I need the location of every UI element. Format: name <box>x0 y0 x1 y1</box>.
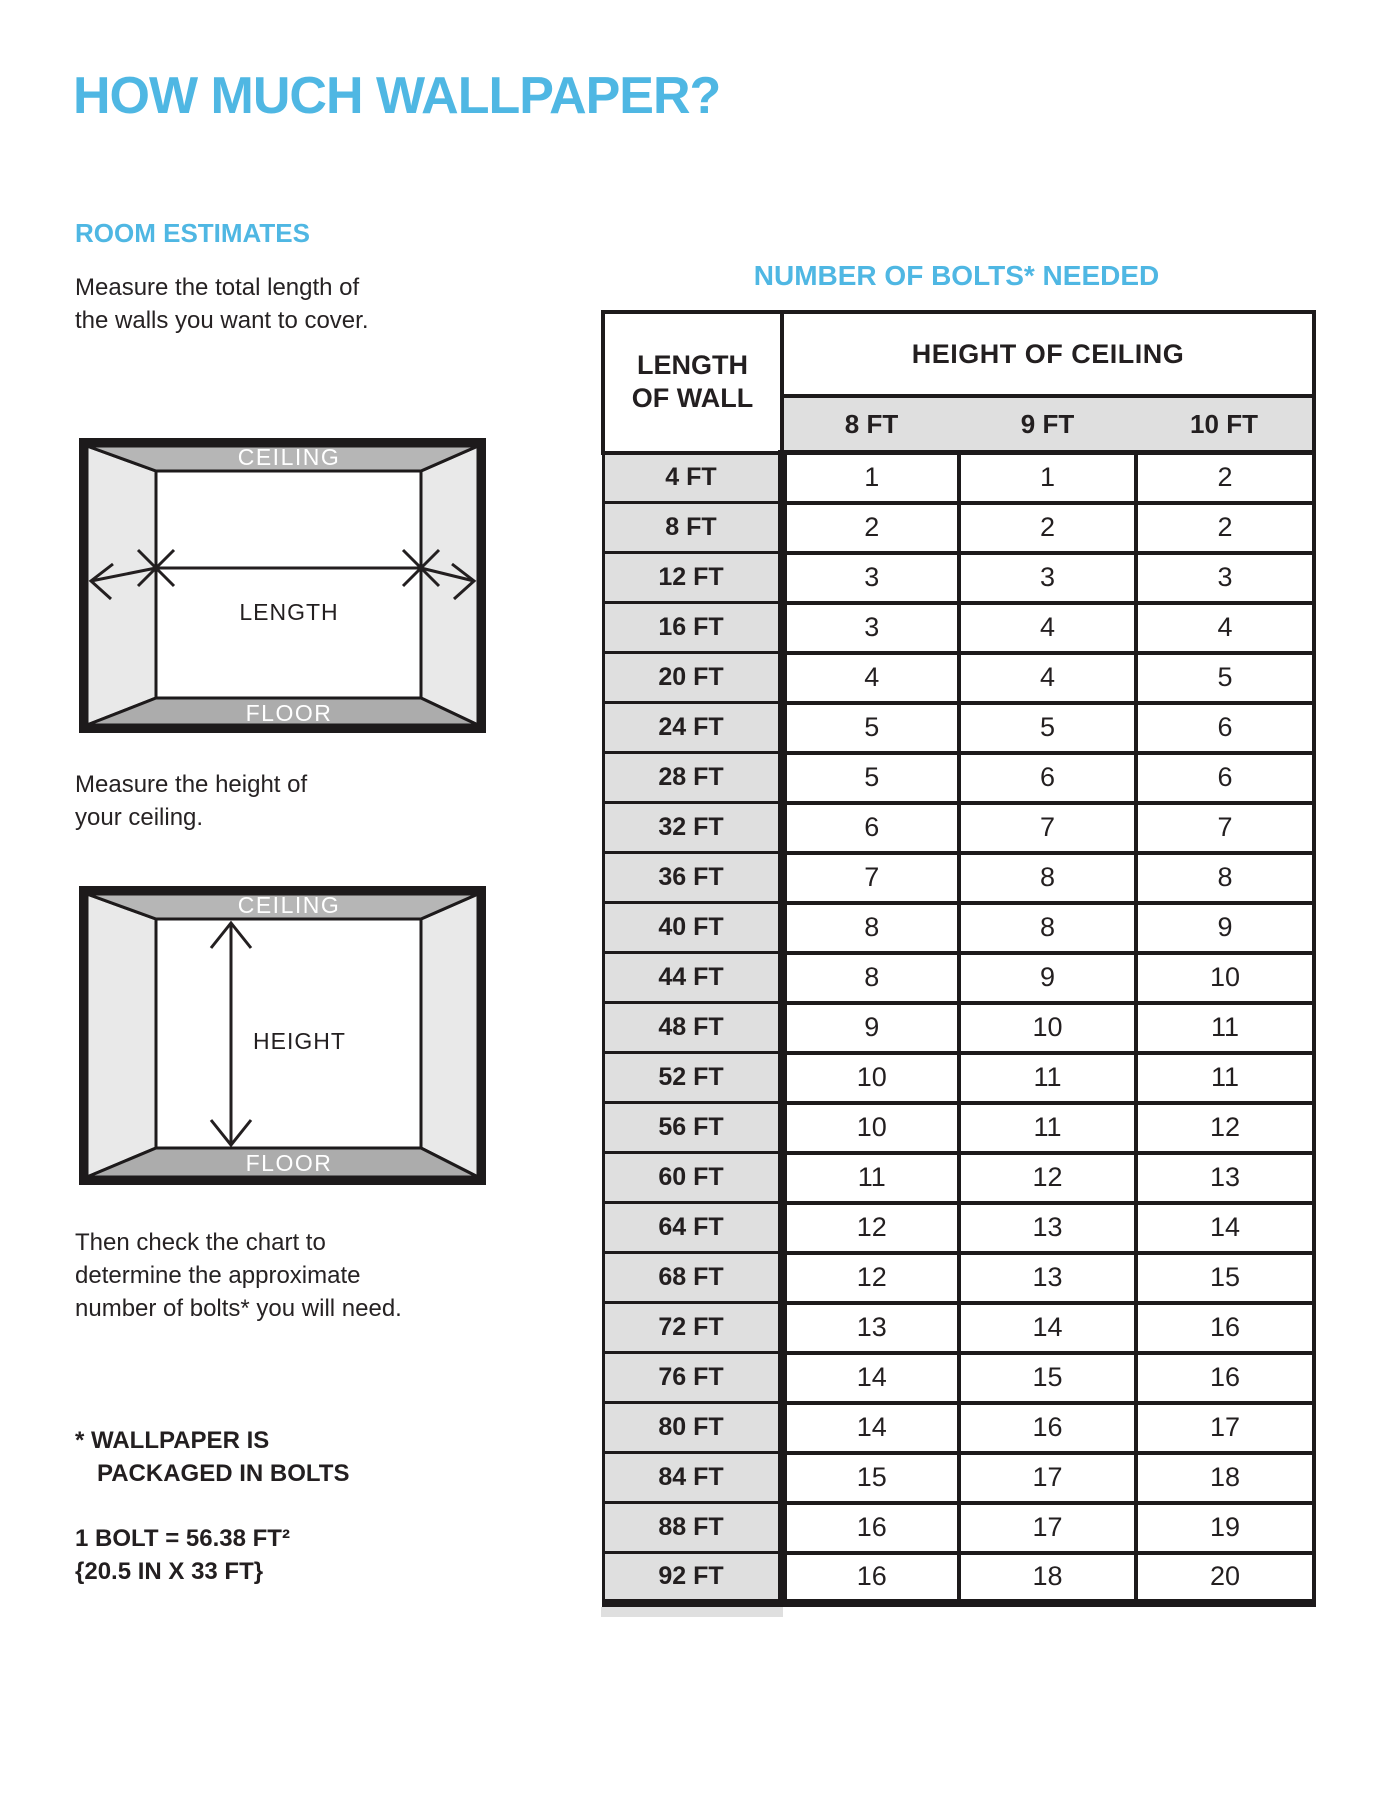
right-wall-face <box>421 894 478 1177</box>
length-of-wall-header <box>603 312 782 453</box>
step1-line: the walls you want to cover. <box>75 307 369 334</box>
bolt-count-cell: 11 <box>1136 1003 1314 1053</box>
bolt-count-cell: 20 <box>1136 1553 1314 1603</box>
wall-length-label: 64 FT <box>603 1203 782 1253</box>
step2-instructions <box>75 768 307 834</box>
table-row <box>603 903 1314 953</box>
bolt-count-cell: 3 <box>782 553 959 603</box>
bolt-count-cell: 12 <box>1136 1103 1314 1153</box>
bolt-count-cell: 5 <box>782 753 959 803</box>
bolt-count-cell: 16 <box>1136 1353 1314 1403</box>
page-title: HOW MUCH WALLPAPER? <box>73 67 721 125</box>
bolt-count-cell: 3 <box>782 603 959 653</box>
bolt-count-cell: 4 <box>959 603 1136 653</box>
wall-length-label: 80 FT <box>603 1403 782 1453</box>
ceiling-label: CEILING <box>237 892 341 918</box>
table-row <box>603 1153 1314 1203</box>
bolt-count-cell: 10 <box>782 1053 959 1103</box>
left-wall-face <box>87 894 156 1177</box>
bolt-count-cell: 3 <box>1136 553 1314 603</box>
bolt-count-cell: 1 <box>959 453 1136 503</box>
col-header-10ft: 10 FT <box>1136 396 1314 453</box>
table-row <box>603 603 1314 653</box>
bolt-count-cell: 8 <box>959 853 1136 903</box>
bolt-count-cell: 14 <box>782 1353 959 1403</box>
wall-length-label: 84 FT <box>603 1453 782 1503</box>
table-row <box>603 1103 1314 1153</box>
step3-line: number of bolts* you will need. <box>75 1295 402 1322</box>
bolt-count-cell: 17 <box>1136 1403 1314 1453</box>
table-row <box>603 653 1314 703</box>
bolt-count-cell: 13 <box>959 1253 1136 1303</box>
wall-length-label: 24 FT <box>603 703 782 753</box>
wall-length-label: 40 FT <box>603 903 782 953</box>
bolt-count-cell: 10 <box>959 1003 1136 1053</box>
bolt-count-cell: 14 <box>959 1303 1136 1353</box>
floor-label: FLOOR <box>245 700 333 726</box>
col-header-9ft: 9 FT <box>959 396 1136 453</box>
step1-instructions <box>75 271 368 337</box>
wall-length-label: 92 FT <box>603 1553 782 1603</box>
bolt-count-cell: 16 <box>782 1553 959 1603</box>
bolts-table-wrap <box>601 310 1316 1617</box>
bolt-count-cell: 4 <box>782 653 959 703</box>
length-label: LENGTH <box>239 599 339 625</box>
bolt-size-line: {20.5 IN X 33 FT} <box>75 1558 264 1585</box>
wall-length-label: 36 FT <box>603 853 782 903</box>
table-row <box>603 1203 1314 1253</box>
bolt-count-cell: 10 <box>1136 953 1314 1003</box>
height-of-ceiling-header: HEIGHT OF CEILING <box>782 312 1314 396</box>
bolt-count-cell: 12 <box>959 1153 1136 1203</box>
bolt-count-cell: 11 <box>782 1153 959 1203</box>
wall-length-label: 44 FT <box>603 953 782 1003</box>
bolt-count-cell: 15 <box>1136 1253 1314 1303</box>
bolt-count-cell: 6 <box>959 753 1136 803</box>
wall-length-label: 32 FT <box>603 803 782 853</box>
table-row <box>603 703 1314 753</box>
bolts-footnote <box>75 1424 349 1490</box>
step2-line: your ceiling. <box>75 804 204 831</box>
table-footer-strip <box>601 1607 783 1617</box>
bolt-count-cell: 2 <box>959 503 1136 553</box>
step3-line: determine the approximate <box>75 1262 361 1289</box>
wall-length-label: 68 FT <box>603 1253 782 1303</box>
length-of-wall-line: OF WALL <box>631 383 754 414</box>
bolt-count-cell: 4 <box>1136 603 1314 653</box>
wall-length-label: 8 FT <box>603 503 782 553</box>
table-row <box>603 1503 1314 1553</box>
bolt-count-cell: 2 <box>782 503 959 553</box>
bolt-count-cell: 13 <box>782 1303 959 1353</box>
bolt-count-cell: 8 <box>1136 853 1314 903</box>
bolt-count-cell: 16 <box>1136 1303 1314 1353</box>
table-row <box>603 803 1314 853</box>
table-row <box>603 1303 1314 1353</box>
bolt-count-cell: 12 <box>782 1253 959 1303</box>
bolt-count-cell: 6 <box>1136 753 1314 803</box>
bolt-count-cell: 10 <box>782 1103 959 1153</box>
bolt-count-cell: 8 <box>782 903 959 953</box>
bolt-size-note <box>75 1522 290 1588</box>
bolt-count-cell: 11 <box>1136 1053 1314 1103</box>
bolt-size-line: 1 BOLT = 56.38 FT² <box>75 1525 290 1552</box>
table-row <box>603 953 1314 1003</box>
bolt-count-cell: 7 <box>1136 803 1314 853</box>
bolt-count-cell: 5 <box>782 703 959 753</box>
table-row <box>603 1553 1314 1603</box>
bolt-count-cell: 5 <box>959 703 1136 753</box>
footnote-line: * WALLPAPER IS <box>75 1427 270 1454</box>
bolt-count-cell: 2 <box>1136 503 1314 553</box>
bolt-count-cell: 18 <box>959 1553 1136 1603</box>
height-label: HEIGHT <box>253 1028 346 1054</box>
bolt-count-cell: 8 <box>959 903 1136 953</box>
bolt-count-cell: 17 <box>959 1453 1136 1503</box>
room-estimates-heading: ROOM ESTIMATES <box>75 218 310 248</box>
table-row <box>603 503 1314 553</box>
table-row <box>603 1003 1314 1053</box>
bolt-count-cell: 8 <box>782 953 959 1003</box>
bolt-count-cell: 15 <box>782 1453 959 1503</box>
ceiling-label: CEILING <box>237 444 341 470</box>
wall-length-label: 48 FT <box>603 1003 782 1053</box>
bolt-count-cell: 12 <box>782 1203 959 1253</box>
bolt-count-cell: 19 <box>1136 1503 1314 1553</box>
table-row <box>603 1403 1314 1453</box>
wall-length-label: 88 FT <box>603 1503 782 1553</box>
table-row <box>603 1353 1314 1403</box>
table-row <box>603 1053 1314 1103</box>
bolt-count-cell: 1 <box>782 453 959 503</box>
wall-length-label: 60 FT <box>603 1153 782 1203</box>
bolt-count-cell: 3 <box>959 553 1136 603</box>
bolt-count-cell: 16 <box>959 1403 1136 1453</box>
wall-length-label: 20 FT <box>603 653 782 703</box>
bolt-count-cell: 11 <box>959 1103 1136 1153</box>
room-length-diagram <box>79 438 486 733</box>
step3-line: Then check the chart to <box>75 1229 326 1256</box>
bolt-count-cell: 17 <box>959 1503 1136 1553</box>
bolt-count-cell: 13 <box>959 1203 1136 1253</box>
ceiling-height-diagram <box>79 886 486 1185</box>
bolt-table-body <box>603 453 1314 1603</box>
table-row <box>603 553 1314 603</box>
bolt-count-cell: 9 <box>959 953 1136 1003</box>
bolt-count-cell: 15 <box>959 1353 1136 1403</box>
bolt-count-cell: 4 <box>959 653 1136 703</box>
footnote-line: PACKAGED IN BOLTS <box>97 1460 350 1487</box>
wall-length-label: 56 FT <box>603 1103 782 1153</box>
floor-label: FLOOR <box>245 1150 333 1176</box>
step3-instructions <box>75 1226 402 1325</box>
bolt-count-cell: 16 <box>782 1503 959 1553</box>
bolt-count-cell: 11 <box>959 1053 1136 1103</box>
bolt-count-cell: 5 <box>1136 653 1314 703</box>
wall-length-label: 12 FT <box>603 553 782 603</box>
table-row <box>603 1253 1314 1303</box>
bolt-count-cell: 18 <box>1136 1453 1314 1503</box>
bolts-table <box>601 310 1316 1607</box>
bolt-count-cell: 9 <box>1136 903 1314 953</box>
wall-length-label: 4 FT <box>603 453 782 503</box>
bolt-count-cell: 14 <box>1136 1203 1314 1253</box>
bolt-count-cell: 7 <box>782 853 959 903</box>
wall-length-label: 72 FT <box>603 1303 782 1353</box>
bolt-count-cell: 6 <box>1136 703 1314 753</box>
wall-length-label: 28 FT <box>603 753 782 803</box>
wall-length-label: 16 FT <box>603 603 782 653</box>
bolt-count-cell: 6 <box>782 803 959 853</box>
bolt-count-cell: 14 <box>782 1403 959 1453</box>
back-wall-face <box>156 471 421 698</box>
bolts-table-title: NUMBER OF BOLTS* NEEDED <box>753 260 1160 291</box>
bolt-count-cell: 2 <box>1136 453 1314 503</box>
table-row <box>603 1453 1314 1503</box>
length-of-wall-line: LENGTH <box>637 350 748 381</box>
bolt-count-cell: 7 <box>959 803 1136 853</box>
bolt-count-cell: 13 <box>1136 1153 1314 1203</box>
col-header-8ft: 8 FT <box>782 396 959 453</box>
step1-line: Measure the total length of <box>75 274 360 301</box>
table-row <box>603 453 1314 503</box>
wall-length-label: 76 FT <box>603 1353 782 1403</box>
bolt-count-cell: 9 <box>782 1003 959 1053</box>
wall-length-label: 52 FT <box>603 1053 782 1103</box>
table-row <box>603 753 1314 803</box>
table-row <box>603 853 1314 903</box>
step2-line: Measure the height of <box>75 771 308 798</box>
